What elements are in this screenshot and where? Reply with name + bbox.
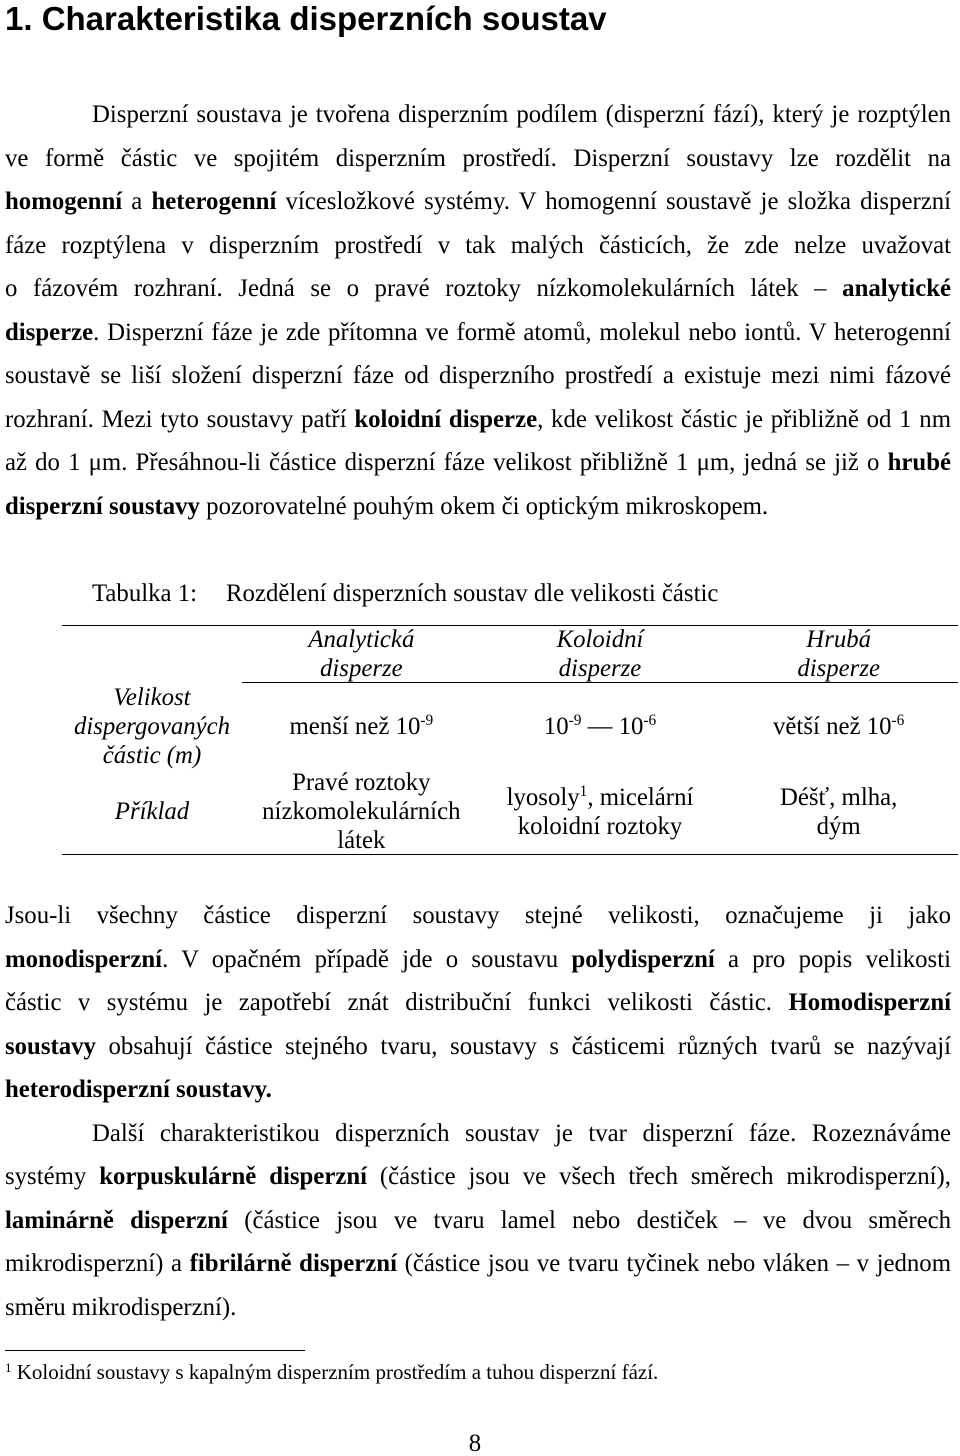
- text-run: Další charakteristikou disperzních soustav je tvar disperzní fáze. Rozeznáváme: [92, 1119, 951, 1147]
- text-run: mikrodisperzní) a: [5, 1250, 190, 1277]
- footnote-line: [5, 1360, 658, 1384]
- text-run: fáze rozptýlena v disperzním prostředí v tak malých částicích, že zde nelze uvažovat: [5, 231, 951, 259]
- column-header-analytical-line: [320, 654, 403, 683]
- dispersion-table: [62, 625, 958, 855]
- cell-size-colloidal: [481, 683, 720, 769]
- column-header-colloidal: [481, 626, 720, 683]
- column-header-analytical-line: [308, 625, 414, 654]
- paragraph-intro-line: [5, 93, 951, 137]
- paragraph-shape-line: [5, 1155, 951, 1199]
- paragraph-dispersity: [5, 894, 951, 1112]
- paragraph-intro-line: [5, 311, 951, 355]
- text-run: menší než 10: [289, 712, 421, 740]
- text-run: , kde velikost částic je přibližně od 1 nm: [537, 405, 951, 433]
- text-run: Hrubá: [806, 626, 872, 653]
- text-run: . Disperzní fáze je zde přítomna ve formě atomů, molekul nebo iontů. V heterogenní: [93, 318, 951, 346]
- row-label-example-line: [115, 797, 189, 826]
- cell-example-colloidal-line: [518, 812, 683, 841]
- paragraph-intro-line: [5, 485, 951, 529]
- superscript: 1: [5, 1359, 12, 1375]
- text-run: soustavě se liší složení disperzní fáze od disperzního prostředí a existuje mezi nimi fázové: [5, 362, 951, 389]
- cell-example-coarse-line: [780, 783, 897, 812]
- text-run: až do 1 μm. Přesáhnou-li částice disperzní fáze velikost přibližně 1 μm, jedná se již o: [5, 449, 888, 476]
- cell-example-colloidal: [481, 769, 720, 854]
- text-run: Pravé roztoky: [292, 769, 431, 796]
- paragraph-dispersity-line: [5, 938, 951, 982]
- bold-text: monodisperzní: [5, 945, 163, 973]
- text-run: , micelární: [587, 783, 694, 811]
- text-run: Déšť, mlha,: [779, 783, 898, 811]
- bold-text: laminárně disperzní: [5, 1206, 228, 1234]
- text-run: 10: [543, 712, 569, 740]
- paragraph-shape-line: [5, 1286, 951, 1330]
- text-run: Analytická: [308, 626, 415, 653]
- text-run: Koloidní: [556, 626, 644, 653]
- text-run: obsahují částice stejného tvaru, soustavy s částicemi různých tvarů se nazývají: [95, 1032, 951, 1060]
- paragraph-intro-line: [5, 441, 951, 485]
- row-label-particle-size-line: [74, 712, 230, 741]
- text-run: nízkomolekulárních: [262, 798, 461, 825]
- column-header-colloidal-line: [557, 625, 644, 654]
- text-run: Disperzní soustava je tvořena disperzním podílem (disperzní fází), který je rozptýlen: [92, 101, 951, 128]
- paragraph-shape-line: [5, 1199, 951, 1243]
- paragraph-shape: [5, 1112, 951, 1330]
- row-label-particle-size-line: [103, 741, 201, 770]
- bold-text: heterodisperzní soustavy.: [5, 1076, 272, 1103]
- paragraph-dispersity-line: [5, 1068, 951, 1112]
- bold-text: hrubé: [887, 449, 951, 476]
- text-run: (částice jsou ve tvaru tyčinek nebo vláken – v jednom: [396, 1250, 951, 1277]
- bold-text: korpuskulárně disperzní: [99, 1163, 368, 1190]
- row-label-particle-size-line: [113, 683, 190, 712]
- superscript: -6: [643, 712, 657, 730]
- section-heading: 1. Charakteristika disperzních soustav: [5, 0, 607, 37]
- text-run: pozorovatelné pouhým okem či optickým mikroskopem.: [199, 492, 769, 520]
- paragraph-shape-line: [5, 1242, 951, 1286]
- text-run: disperze: [558, 655, 642, 682]
- bold-text: disperze: [5, 318, 94, 346]
- text-run: Jsou-li všechny částice disperzní soustavy stejné velikosti, označujeme ji jako: [5, 902, 951, 929]
- text-run: dispergovaných: [73, 712, 231, 740]
- paragraph-shape-line: [5, 1112, 951, 1156]
- footnote: [5, 1360, 658, 1384]
- column-header-colloidal-line: [559, 654, 642, 683]
- superscript: -9: [568, 712, 582, 730]
- paragraph-intro-line: [5, 224, 951, 268]
- table-corner-cell: [62, 626, 242, 683]
- cell-example-analytical-line: [262, 797, 460, 826]
- text-run: látek: [337, 827, 386, 854]
- text-run: (částice jsou ve všech třech směrech mikrodisperzní),: [367, 1163, 951, 1190]
- column-header-analytical: [242, 626, 481, 683]
- text-run: disperze: [797, 655, 880, 682]
- cell-size-coarse-line: [773, 712, 904, 741]
- paragraph-intro-line: [5, 398, 951, 442]
- cell-example-coarse: [719, 769, 958, 854]
- bold-text: fibrilárně disperzní: [189, 1250, 397, 1277]
- column-header-coarse-line: [797, 654, 880, 683]
- bold-text: disperzní soustavy: [5, 492, 200, 520]
- bold-text: analytické: [842, 275, 951, 302]
- superscript: -6: [891, 712, 905, 730]
- table-caption-text: Rozdělení disperzních soustav dle velikosti částic: [226, 580, 719, 607]
- text-run: systémy: [5, 1163, 100, 1190]
- cell-example-coarse-line: [817, 812, 861, 841]
- row-label-example: [62, 769, 242, 854]
- text-run: Velikost: [113, 683, 191, 711]
- paragraph-intro-line: [5, 180, 951, 224]
- bold-text: homogenní: [5, 188, 123, 215]
- bold-text: polydisperzní: [571, 945, 715, 973]
- bold-text: Homodisperzní: [788, 989, 951, 1016]
- text-run: o fázovém rozhraní. Jedná se o pravé roztoky nízkomolekulárních látek –: [5, 275, 843, 302]
- text-run: — 10: [581, 712, 644, 740]
- text-run: a pro popis velikosti: [714, 945, 951, 973]
- paragraph-dispersity-line: [5, 1025, 951, 1069]
- cell-example-analytical: [242, 769, 481, 854]
- row-label-particle-size: [62, 683, 242, 769]
- cell-example-analytical-line: [337, 826, 385, 855]
- cell-size-coarse: [719, 683, 958, 769]
- bold-text: koloidní disperze: [354, 405, 538, 433]
- text-run: disperze: [320, 655, 403, 682]
- text-run: částic v systému je zapotřebí znát distribuční funkci velikosti částic.: [5, 989, 789, 1016]
- bold-text: soustavy: [5, 1032, 96, 1060]
- paragraph-intro-line: [5, 267, 951, 311]
- text-run: vícesložkové systémy. V homogenní soustavě je složka disperzní: [276, 188, 951, 215]
- cell-example-colloidal-line: [507, 783, 694, 812]
- paragraph-intro: [5, 93, 951, 528]
- cell-example-analytical-line: [292, 768, 430, 797]
- text-run: ve formě částic ve spojitém disperzním prostředí. Disperzní soustavy lze rozdělit na: [5, 144, 951, 172]
- superscript: 1: [579, 783, 588, 801]
- text-run: lyosoly: [506, 783, 580, 811]
- column-header-coarse-line: [806, 625, 871, 654]
- text-run: Příklad: [114, 798, 190, 825]
- text-run: částic (m): [102, 741, 202, 769]
- cell-size-colloidal-line: [544, 712, 656, 741]
- text-run: (částice jsou ve tvaru lamel nebo destiček – ve dvou směrech: [227, 1206, 951, 1234]
- cell-size-analytical-line: [290, 712, 434, 741]
- column-header-coarse: [719, 626, 958, 683]
- text-run: . V opačném případě jde o soustavu: [162, 945, 572, 973]
- text-run: rozhraní. Mezi tyto soustavy patří: [5, 405, 355, 433]
- cell-size-analytical: [242, 683, 481, 769]
- text-run: směru mikrodisperzní).: [5, 1293, 237, 1321]
- table-caption: [0, 579, 960, 609]
- paragraph-intro-line: [5, 137, 951, 181]
- paragraph-dispersity-line: [5, 981, 951, 1025]
- text-run: větší než 10: [773, 712, 892, 740]
- bold-text: heterogenní: [151, 188, 277, 215]
- text-run: Koloidní soustavy s kapalným disperzním prostředím a tuhou disperzní fází.: [11, 1360, 659, 1384]
- table-caption-label: Tabulka 1:: [92, 580, 197, 607]
- text-run: koloidní roztoky: [517, 812, 683, 840]
- superscript: -9: [420, 712, 434, 730]
- paragraph-dispersity-line: [5, 894, 951, 938]
- paragraph-intro-line: [5, 354, 951, 398]
- text-run: dým: [816, 812, 861, 840]
- text-run: a: [122, 188, 152, 215]
- page-number: 8: [468, 1430, 482, 1456]
- footnote-separator: [5, 1350, 305, 1351]
